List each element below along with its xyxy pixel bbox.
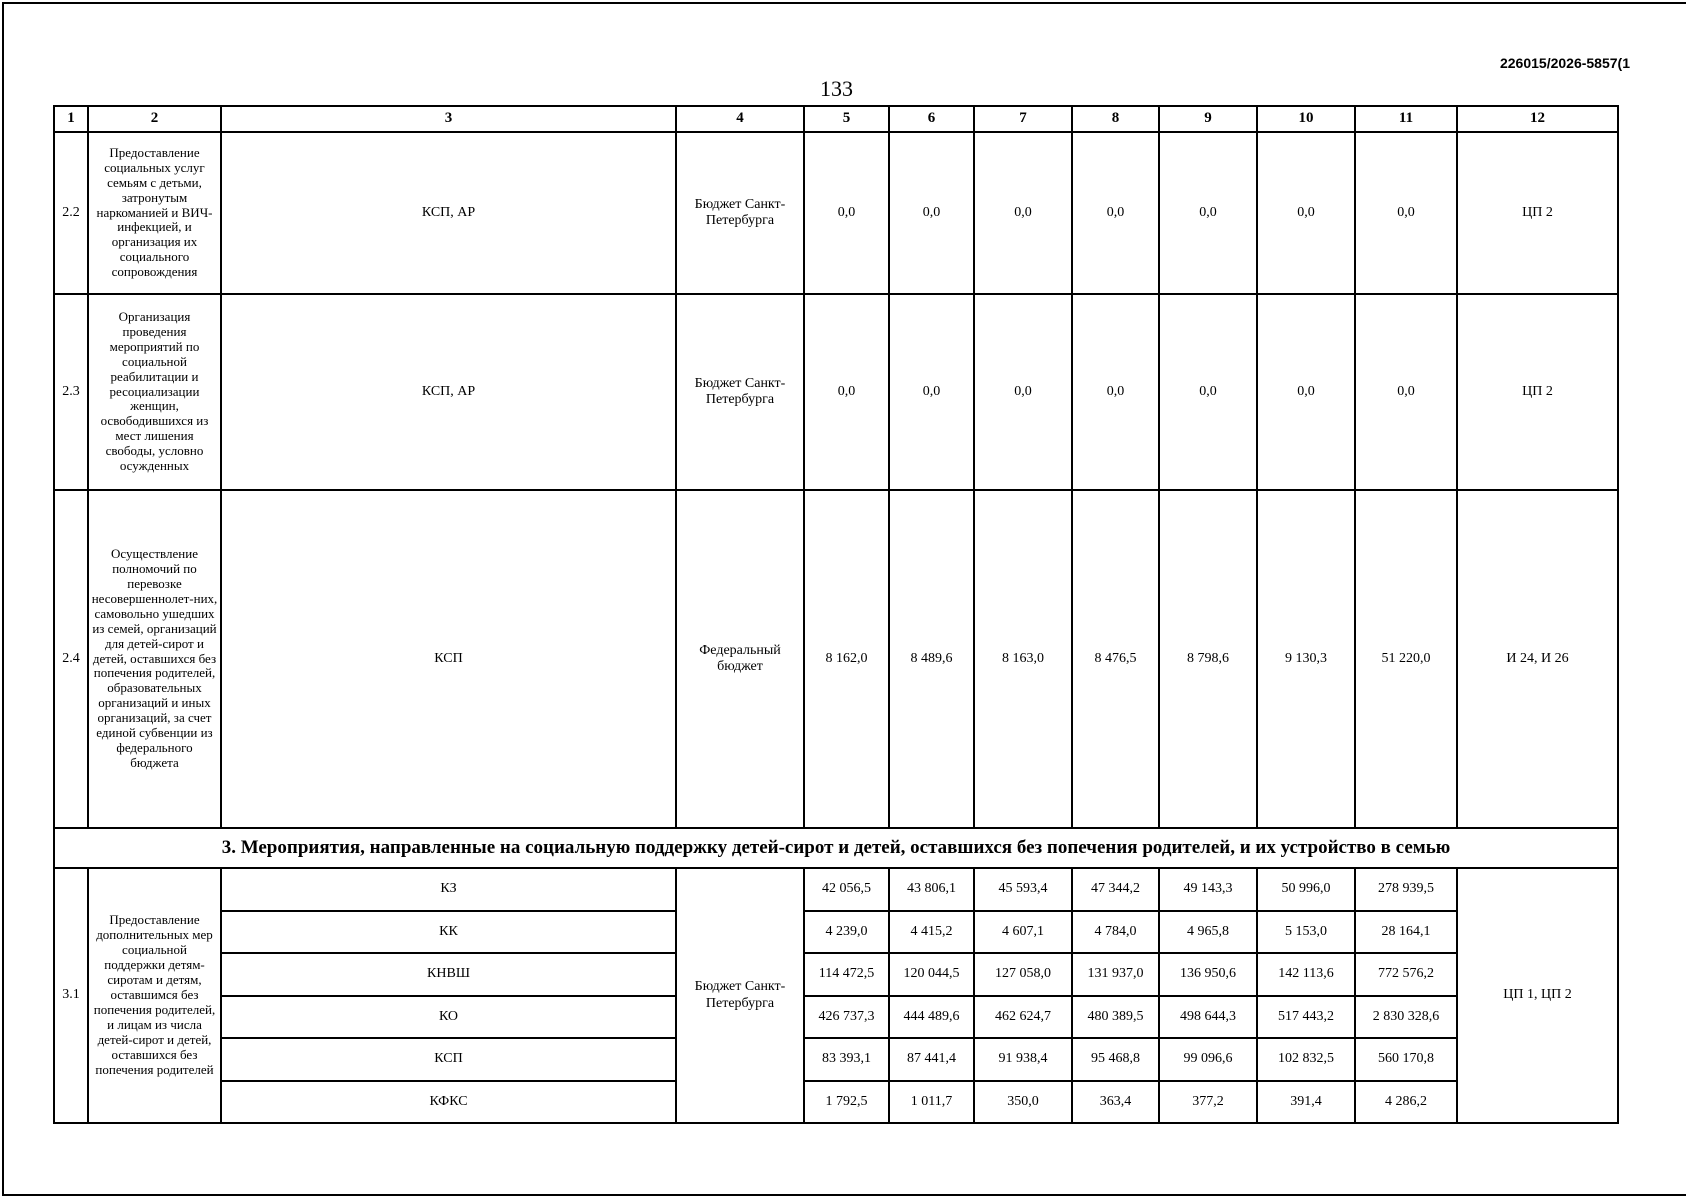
- row-value: 0,0: [974, 132, 1072, 294]
- row-value: 0,0: [889, 294, 974, 490]
- table-row: [54, 1081, 1618, 1123]
- row-value: 0,0: [889, 132, 974, 294]
- row-value: 462 624,7: [974, 996, 1072, 1038]
- row-value: 45 593,4: [974, 868, 1072, 911]
- row-value: 8 489,6: [889, 490, 974, 828]
- page-number: 133: [820, 76, 853, 101]
- col-header: 2: [88, 106, 221, 132]
- row-value: 4 415,2: [889, 911, 974, 953]
- row-executor: КСП, АР: [221, 294, 676, 490]
- row-description: Предоставление дополнительных мер социальной поддержки детям-сиротам и детям, оставшимся без попечения родителей, и лицам из числа детей-сирот и детей, оставшихся без попечения родителей: [88, 868, 221, 1123]
- table-row: [54, 911, 1618, 953]
- row-value: 87 441,4: [889, 1038, 974, 1081]
- row-value: 4 965,8: [1159, 911, 1257, 953]
- row-value: 391,4: [1257, 1081, 1355, 1123]
- header-row: [54, 106, 1618, 132]
- row-value: 99 096,6: [1159, 1038, 1257, 1081]
- section-row: [54, 828, 1618, 868]
- table-row: [54, 490, 1618, 828]
- row-id: 2.3: [54, 294, 88, 490]
- row-value: 363,4: [1072, 1081, 1159, 1123]
- row-value: 498 644,3: [1159, 996, 1257, 1038]
- col-header: 1: [54, 106, 88, 132]
- row-id: 3.1: [54, 868, 88, 1123]
- row-value: 4 784,0: [1072, 911, 1159, 953]
- row-value: 480 389,5: [1072, 996, 1159, 1038]
- col-header: 10: [1257, 106, 1355, 132]
- col-header: 8: [1072, 106, 1159, 132]
- row-source: Бюджет Санкт-Петербурга: [676, 132, 804, 294]
- row-value: 0,0: [1355, 294, 1457, 490]
- row-value: 51 220,0: [1355, 490, 1457, 828]
- row-id: 2.2: [54, 132, 88, 294]
- row-value: 4 286,2: [1355, 1081, 1457, 1123]
- row-value: 350,0: [974, 1081, 1072, 1123]
- row-value: 1 792,5: [804, 1081, 889, 1123]
- row-value: 444 489,6: [889, 996, 974, 1038]
- row-value: 47 344,2: [1072, 868, 1159, 911]
- row-value: 42 056,5: [804, 868, 889, 911]
- row-indicators: ЦП 2: [1457, 132, 1618, 294]
- col-header: 5: [804, 106, 889, 132]
- row-value: 0,0: [804, 294, 889, 490]
- row-id: 2.4: [54, 490, 88, 828]
- row-value: 560 170,8: [1355, 1038, 1457, 1081]
- row-value: 83 393,1: [804, 1038, 889, 1081]
- row-value: 91 938,4: [974, 1038, 1072, 1081]
- row-value: 43 806,1: [889, 868, 974, 911]
- row-value: 8 476,5: [1072, 490, 1159, 828]
- row-value: 1 011,7: [889, 1081, 974, 1123]
- row-value: 0,0: [804, 132, 889, 294]
- row-value: 28 164,1: [1355, 911, 1457, 953]
- row-value: 131 937,0: [1072, 953, 1159, 996]
- row-value: 5 153,0: [1257, 911, 1355, 953]
- row-value: 49 143,3: [1159, 868, 1257, 911]
- row-value: 426 737,3: [804, 996, 889, 1038]
- sub-executor: КФКС: [221, 1081, 676, 1123]
- sub-executor: КСП: [221, 1038, 676, 1081]
- row-description: Организация проведения мероприятий по социальной реабилитации и ресоциализации женщин, освободившихся из мест лишения свободы, условно осужденных: [88, 294, 221, 490]
- row-value: 102 832,5: [1257, 1038, 1355, 1081]
- col-header: 7: [974, 106, 1072, 132]
- table-row: [54, 294, 1618, 490]
- section-title: 3. Мероприятия, направленные на социальную поддержку детей-сирот и детей, оставшихся без попечения родителей, и их устройство в семью: [54, 828, 1618, 868]
- row-indicators: ЦП 2: [1457, 294, 1618, 490]
- row-value: 0,0: [1257, 294, 1355, 490]
- row-value: 377,2: [1159, 1081, 1257, 1123]
- col-header: 12: [1457, 106, 1618, 132]
- row-value: 114 472,5: [804, 953, 889, 996]
- row-value: 772 576,2: [1355, 953, 1457, 996]
- row-value: 8 162,0: [804, 490, 889, 828]
- program-table: [53, 105, 1619, 1124]
- row-value: 120 044,5: [889, 953, 974, 996]
- row-value: 136 950,6: [1159, 953, 1257, 996]
- sub-executor: КК: [221, 911, 676, 953]
- row-value: 9 130,3: [1257, 490, 1355, 828]
- document-code: 226015/2026-5857(1: [1499, 55, 1630, 71]
- row-source: Бюджет Санкт-Петербурга: [676, 294, 804, 490]
- row-value: 2 830 328,6: [1355, 996, 1457, 1038]
- row-executor: КСП, АР: [221, 132, 676, 294]
- table-row: [54, 996, 1618, 1038]
- row-description: Предоставление социальных услуг семьям с детьми, затронутым наркоманией и ВИЧ-инфекцией, и организация их социального сопровождения: [88, 132, 221, 294]
- row-value: 4 239,0: [804, 911, 889, 953]
- row-value: 4 607,1: [974, 911, 1072, 953]
- sub-executor: КНВШ: [221, 953, 676, 996]
- sub-executor: КО: [221, 996, 676, 1038]
- row-indicators: И 24, И 26: [1457, 490, 1618, 828]
- row-value: 8 163,0: [974, 490, 1072, 828]
- row-source: Федеральный бюджет: [676, 490, 804, 828]
- table-row: [54, 868, 1618, 911]
- row-source: Бюджет Санкт-Петербурга: [676, 868, 804, 1123]
- col-header: 9: [1159, 106, 1257, 132]
- row-value: 0,0: [974, 294, 1072, 490]
- row-value: 142 113,6: [1257, 953, 1355, 996]
- row-value: 0,0: [1355, 132, 1457, 294]
- row-value: 0,0: [1072, 132, 1159, 294]
- row-value: 127 058,0: [974, 953, 1072, 996]
- row-value: 8 798,6: [1159, 490, 1257, 828]
- row-value: 95 468,8: [1072, 1038, 1159, 1081]
- row-value: 517 443,2: [1257, 996, 1355, 1038]
- row-value: 0,0: [1072, 294, 1159, 490]
- table-row: [54, 1038, 1618, 1081]
- table-row: [54, 132, 1618, 294]
- row-value: 50 996,0: [1257, 868, 1355, 911]
- col-header: 6: [889, 106, 974, 132]
- row-value: 0,0: [1159, 132, 1257, 294]
- sub-executor: КЗ: [221, 868, 676, 911]
- row-value: 0,0: [1159, 294, 1257, 490]
- table-row: [54, 953, 1618, 996]
- row-value: 278 939,5: [1355, 868, 1457, 911]
- col-header: 11: [1355, 106, 1457, 132]
- row-executor: КСП: [221, 490, 676, 828]
- col-header: 3: [221, 106, 676, 132]
- row-value: 0,0: [1257, 132, 1355, 294]
- row-indicators: ЦП 1, ЦП 2: [1457, 868, 1618, 1123]
- row-description: Осуществление полномочий по перевозке несовершеннолет-них, самовольно ушедших из семей, организаций для детей-сирот и детей, оставшихся без попечения родителей, образовательных организаций и иных организаций, за счет единой субвенции из федерального бюджета: [88, 490, 221, 828]
- col-header: 4: [676, 106, 804, 132]
